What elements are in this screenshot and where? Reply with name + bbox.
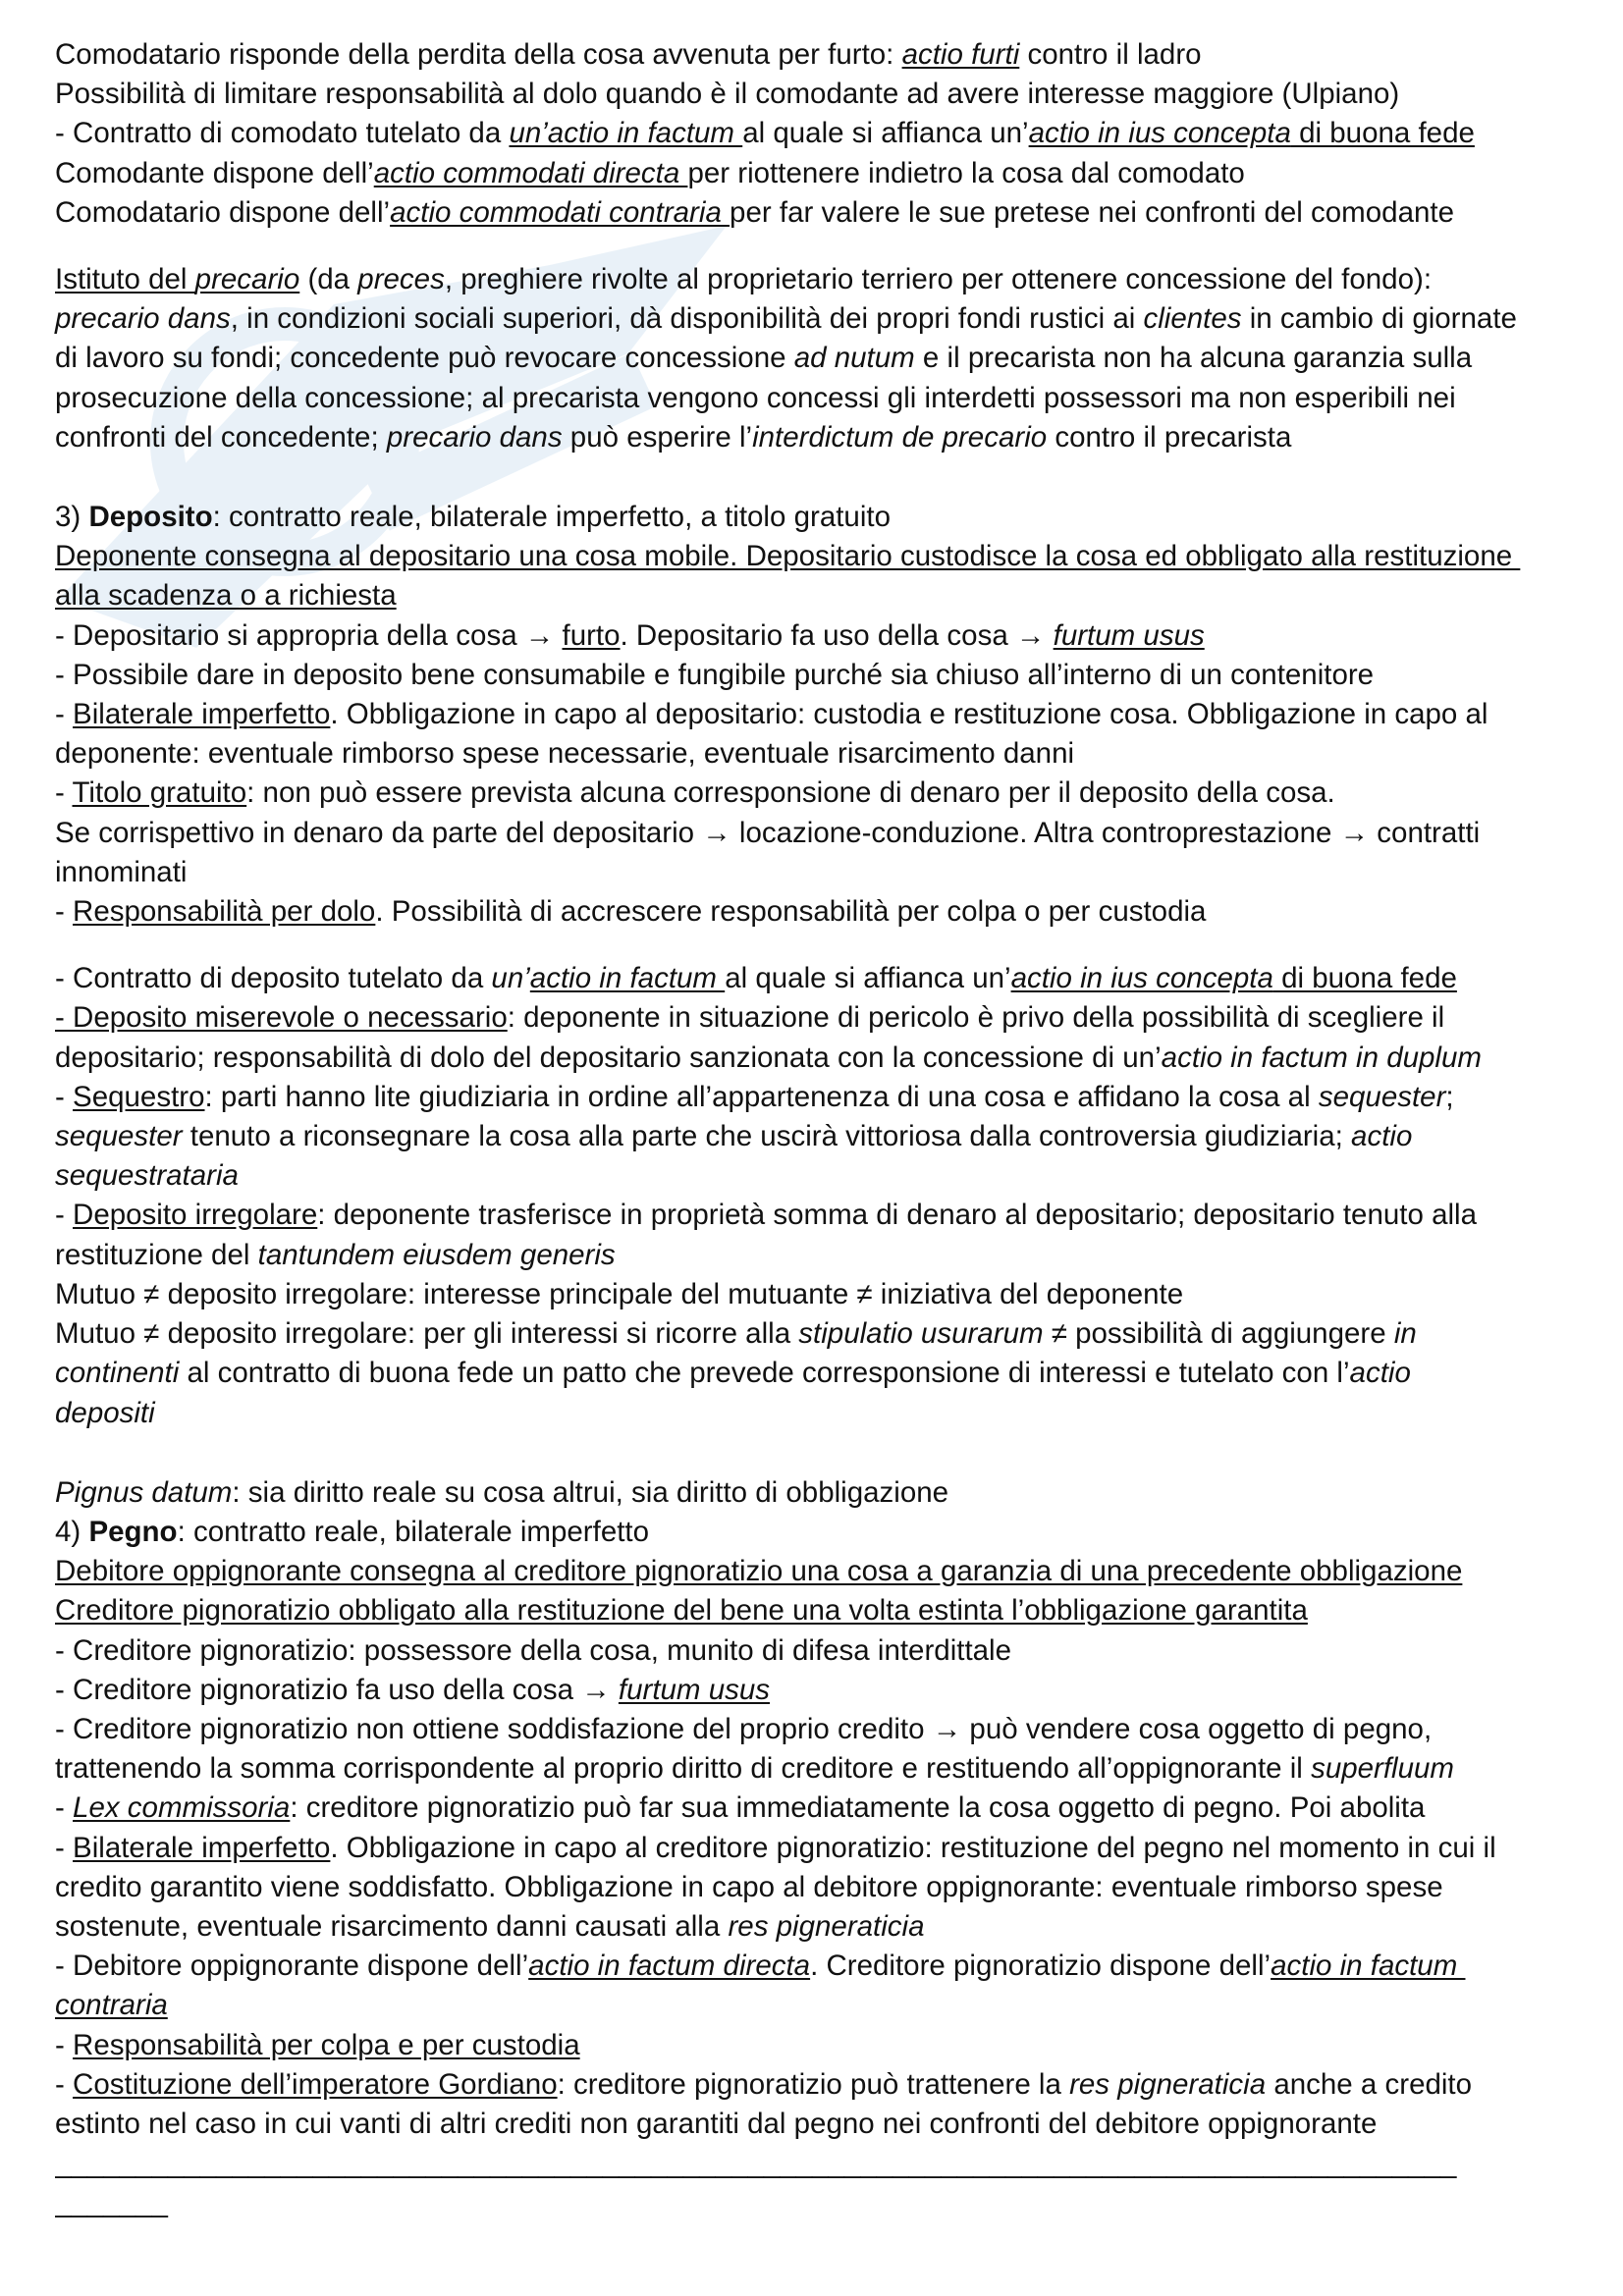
text-line	[55, 1314, 1587, 1354]
text-line	[55, 1394, 1587, 1433]
text-line	[55, 498, 1587, 537]
text-line	[55, 2105, 1587, 2144]
text-run: -	[55, 776, 73, 810]
text-run: : creditore pignoratizio può trattenere la	[557, 2067, 1070, 2101]
text-line	[55, 1591, 1587, 1630]
text-run: restituzione del	[55, 1238, 258, 1271]
text-line	[55, 1749, 1587, 1789]
text-run: Titolo gratuito	[72, 776, 247, 810]
text-line	[55, 616, 1587, 656]
text-line	[55, 1947, 1587, 1986]
text-line	[55, 1631, 1587, 1671]
text-run: ≠ possibilità di aggiungere	[1043, 1317, 1394, 1351]
text-run: , in condizioni sociali superiori, dà disponibilità dei propri fondi rustici ai	[230, 302, 1144, 336]
text-line	[55, 814, 1587, 853]
text-run: depositario; responsabilità di dolo del depositario sanzionata con la concessione di un’	[55, 1041, 1162, 1074]
text-block	[55, 260, 1587, 457]
text-run: 3)	[55, 501, 89, 534]
text-run: alla scadenza o a richiesta	[55, 579, 397, 613]
document-body	[55, 35, 1587, 2223]
text-run: confronti del concedente;	[55, 420, 387, 454]
text-block	[55, 1473, 1587, 2223]
text-run: credito garantito viene soddisfatto. Obbligazione in capo al debitore oppignorante: eventuale rimborso spese	[55, 1870, 1443, 1903]
text-line	[55, 1275, 1587, 1314]
text-run: -	[55, 2067, 74, 2101]
paragraph-gap	[55, 932, 1587, 959]
text-line	[55, 774, 1587, 813]
text-run: in	[1393, 1317, 1417, 1351]
text-run: per riottenere indietro la cosa dal comodato	[687, 156, 1245, 189]
text-line	[55, 2183, 1587, 2222]
text-line	[55, 853, 1587, 892]
text-line	[55, 379, 1587, 418]
text-run: : sia diritto reale su cosa altrui, sia diritto di obbligazione	[232, 1475, 949, 1509]
text-run: - Contratto di comodato tutelato da	[55, 117, 510, 150]
text-run: -	[55, 2028, 74, 2061]
text-run: Bilaterale imperfetto	[73, 1831, 331, 1864]
paragraph-gap	[55, 1433, 1587, 1473]
text-run: Pegno	[88, 1515, 178, 1548]
text-line	[55, 1196, 1587, 1235]
text-run: clientes	[1143, 302, 1242, 336]
text-run: . Depositario fa uso della cosa →	[620, 618, 1054, 652]
text-run: -	[55, 1831, 74, 1864]
text-line	[55, 1907, 1587, 1947]
text-run: depositi	[55, 1396, 155, 1429]
text-line	[55, 2065, 1587, 2105]
text-run: per far valere le sue pretese nei confronti del comodante	[730, 195, 1454, 229]
text-run: actio in factum	[1271, 1949, 1466, 1983]
text-run: precario dans	[55, 302, 231, 336]
text-line	[55, 418, 1587, 457]
text-run: tantundem eiusdem generis	[257, 1238, 616, 1271]
text-run: ad nutum	[793, 342, 915, 375]
text-line	[55, 998, 1587, 1038]
text-run: prosecuzione della concessione; al precarista vengono concessi gli interdetti possessori ma non esperibili nei	[55, 381, 1456, 414]
text-run: : creditore pignoratizio può far sua immediatamente la cosa oggetto di pegno. Poi abolita	[290, 1791, 1426, 1825]
text-run: Se corrispettivo in denaro da parte del depositario → locazione-conduzione. Altra controprestazione → contratti	[55, 816, 1481, 849]
text-line	[55, 656, 1587, 695]
text-run: furtum usus	[618, 1673, 771, 1706]
text-line	[55, 959, 1587, 998]
separator-rule: _______	[55, 2186, 168, 2219]
text-run: al quale si affianca un’	[742, 117, 1029, 150]
text-run: -	[55, 1199, 74, 1232]
text-run: di lavoro su fondi; concedente può revocare concessione	[55, 342, 794, 375]
text-run: trattenendo la somma corrispondente al proprio diritto di creditore e restituendo all’oppignorante il	[55, 1752, 1312, 1786]
text-run: e il precarista non ha alcuna garanzia sulla	[914, 342, 1473, 375]
text-line	[55, 154, 1587, 193]
text-run: - Possibile dare in deposito bene consumabile e fungibile purché sia chiuso all’interno di un contenitore	[55, 658, 1375, 691]
text-line	[55, 1039, 1587, 1078]
text-run: anche a credito	[1266, 2067, 1473, 2101]
text-line	[55, 1156, 1587, 1196]
text-run: Deposito irregolare	[73, 1199, 318, 1232]
text-run: in cambio di giornate	[1241, 302, 1517, 336]
text-run: actio in factum	[529, 962, 726, 995]
text-run: . Obbligazione in capo al depositario: custodia e restituzione cosa. Obbligazione in capo al	[330, 698, 1488, 731]
text-line	[55, 1986, 1587, 2025]
text-line	[55, 1671, 1587, 1710]
text-run: sequestrataria	[55, 1159, 239, 1193]
text-run: furtum usus	[1053, 618, 1205, 652]
text-run: sequester	[55, 1120, 183, 1153]
text-line	[55, 576, 1587, 615]
text-line	[55, 892, 1587, 932]
text-line	[55, 193, 1587, 233]
text-run: Deponente consegna al depositario una cosa mobile. Depositario custodisce la cosa ed obbligato alla restituzione	[55, 540, 1521, 573]
text-run: -	[55, 895, 74, 929]
text-run: contro il ladro	[1019, 38, 1202, 71]
text-run: Creditore pignoratizio obbligato alla restituzione del bene una volta estinta l’obbligazione garantita	[55, 1594, 1308, 1628]
text-run: continenti	[55, 1357, 180, 1390]
text-run: . Creditore pignoratizio dispone dell’	[810, 1949, 1271, 1983]
text-run: - Creditore pignoratizio non ottiene soddisfazione del proprio credito → può vendere cosa oggetto di pegno,	[55, 1712, 1433, 1745]
text-run: Mutuo ≠ deposito irregolare: per gli interessi si ricorre alla	[55, 1317, 799, 1351]
text-run: al contratto di buona fede un patto che prevede corresponsione di interessi e tutelato con l’	[179, 1357, 1350, 1390]
text-line	[55, 260, 1587, 299]
text-run: sequester	[1318, 1080, 1446, 1113]
text-run: actio	[1351, 1120, 1413, 1153]
text-run: , preghiere rivolte al proprietario terriero per ottenere concessione del fondo):	[444, 263, 1433, 296]
text-run: 4)	[55, 1515, 89, 1548]
text-run: deponente: eventuale rimborso spese necessarie, eventuale risarcimento danni	[55, 737, 1075, 771]
text-run: interdictum de precario	[752, 420, 1048, 454]
text-line	[55, 339, 1587, 378]
text-run: Costituzione dell’imperatore Gordiano	[73, 2067, 558, 2101]
text-run: estinto nel caso in cui vanti di altri crediti non garantiti dal pegno nei confronti del debitore oppignorante	[55, 2107, 1378, 2140]
text-run: actio in factum in duplum	[1161, 1041, 1482, 1074]
text-run: actio in factum directa	[528, 1949, 811, 1983]
text-line	[55, 1078, 1587, 1117]
text-run: - Contratto di deposito tutelato da	[55, 962, 492, 995]
text-block	[55, 35, 1587, 233]
text-block	[55, 959, 1587, 1432]
text-run: -	[55, 1791, 74, 1825]
text-line	[55, 1552, 1587, 1591]
text-run: Bilaterale imperfetto	[73, 698, 331, 731]
text-line	[55, 114, 1587, 153]
text-run: . Obbligazione in capo al creditore pignoratizio: restituzione del pegno nel momento in cui il	[330, 1831, 1496, 1864]
text-run: actio in ius concepta	[1028, 117, 1291, 150]
text-run: ;	[1445, 1080, 1454, 1113]
separator-rule: _______________________________________________________________________________________	[55, 2147, 1457, 2180]
text-line	[55, 1513, 1587, 1552]
paragraph-gap	[55, 233, 1587, 260]
text-line	[55, 35, 1587, 75]
text-run: res pigneraticia	[1069, 2067, 1267, 2101]
text-run: Deposito	[88, 501, 213, 534]
text-line	[55, 2144, 1587, 2183]
text-run: Comodatario dispone dell’	[55, 195, 391, 229]
text-run: -	[55, 698, 74, 731]
text-run: un’	[491, 962, 530, 995]
text-run: actio commodati contraria	[390, 195, 730, 229]
text-line	[55, 734, 1587, 774]
text-line	[55, 299, 1587, 339]
text-run: sostenute, eventuale risarcimento danni causati alla	[55, 1909, 729, 1943]
text-line	[55, 1868, 1587, 1907]
text-run: può esperire l’	[562, 420, 753, 454]
text-run: Istituto del	[55, 263, 195, 296]
text-run: stipulatio usurarum	[798, 1317, 1044, 1351]
text-run: (da	[299, 263, 358, 296]
text-run: res pigneraticia	[728, 1909, 925, 1943]
text-run: precario	[194, 263, 300, 296]
text-run: Sequestro	[73, 1080, 205, 1113]
paragraph-gap	[55, 457, 1587, 498]
text-run: superfluum	[1311, 1752, 1454, 1786]
text-run: Responsabilità per dolo	[73, 895, 376, 929]
text-run: : deponente in situazione di pericolo è privo della possibilità di scegliere il	[507, 1001, 1445, 1035]
text-line	[55, 1473, 1587, 1513]
text-run: innominati	[55, 855, 188, 888]
text-run: di buona fede	[1272, 962, 1457, 995]
text-line	[55, 1354, 1587, 1393]
text-run: contraria	[55, 1989, 168, 2022]
text-run: - Depositario si appropria della cosa →	[55, 618, 563, 652]
text-run: actio furti	[901, 38, 1020, 71]
text-line	[55, 2026, 1587, 2065]
text-run: : deponente trasferisce in proprietà somma di denaro al depositario; depositario tenuto alla	[317, 1199, 1477, 1232]
text-line	[55, 537, 1587, 576]
text-run: contro il precarista	[1047, 420, 1292, 454]
text-run: Mutuo ≠ deposito irregolare: interesse principale del mutuante ≠ iniziativa del deponente	[55, 1277, 1184, 1310]
text-run: Debitore oppignorante consegna al creditore pignoratizio una cosa a garanzia di una precedente obbligazione	[55, 1555, 1463, 1588]
text-run: Pignus datum	[55, 1475, 233, 1509]
text-run: : parti hanno lite giudiziaria in ordine all’appartenenza di una cosa e affidano la cosa al	[204, 1080, 1319, 1113]
text-run: preces	[357, 263, 445, 296]
text-run: - Creditore pignoratizio fa uso della cosa →	[55, 1673, 619, 1706]
text-run: precario dans	[386, 420, 563, 454]
text-run: . Possibilità di accrescere responsabilità per colpa o per custodia	[375, 895, 1207, 929]
text-line	[55, 1829, 1587, 1868]
text-line	[55, 1236, 1587, 1275]
text-line	[55, 1117, 1587, 1156]
text-line	[55, 1789, 1587, 1828]
text-run: tenuto a riconsegnare la cosa alla parte che uscirà vittoriosa dalla controversia giudiziaria;	[182, 1120, 1352, 1153]
text-run: furto	[562, 618, 621, 652]
text-run: Lex commissoria	[73, 1791, 291, 1825]
text-line	[55, 1710, 1587, 1749]
text-run: actio	[1349, 1357, 1411, 1390]
text-run: actio commodati directa	[373, 156, 688, 189]
text-run: Comodatario risponde della perdita della cosa avvenuta per furto:	[55, 38, 902, 71]
text-run: al quale si affianca un’	[725, 962, 1011, 995]
text-run: -	[55, 1080, 74, 1113]
text-block	[55, 498, 1587, 932]
text-run: Responsabilità per colpa e per custodia	[73, 2028, 580, 2061]
text-run: : non può essere prevista alcuna corresponsione di denaro per il deposito della cosa.	[246, 776, 1335, 810]
text-run: Comodante dispone dell’	[55, 156, 374, 189]
text-run: : contratto reale, bilaterale imperfetto	[177, 1515, 650, 1548]
text-run: : contratto reale, bilaterale imperfetto, a titolo gratuito	[212, 501, 891, 534]
text-run: un’actio in factum	[509, 117, 743, 150]
text-run: - Debitore oppignorante dispone dell’	[55, 1949, 529, 1983]
text-run: actio in ius concepta	[1010, 962, 1273, 995]
text-run: di buona fede	[1290, 117, 1475, 150]
text-run: - Creditore pignoratizio: possessore della cosa, munito di difesa interdittale	[55, 1633, 1012, 1667]
text-run: Possibilità di limitare responsabilità al dolo quando è il comodante ad avere interesse maggiore (Ulpiano)	[55, 78, 1400, 111]
text-run: - Deposito miserevole o necessario	[55, 1001, 508, 1035]
text-line	[55, 695, 1587, 734]
text-line	[55, 75, 1587, 114]
